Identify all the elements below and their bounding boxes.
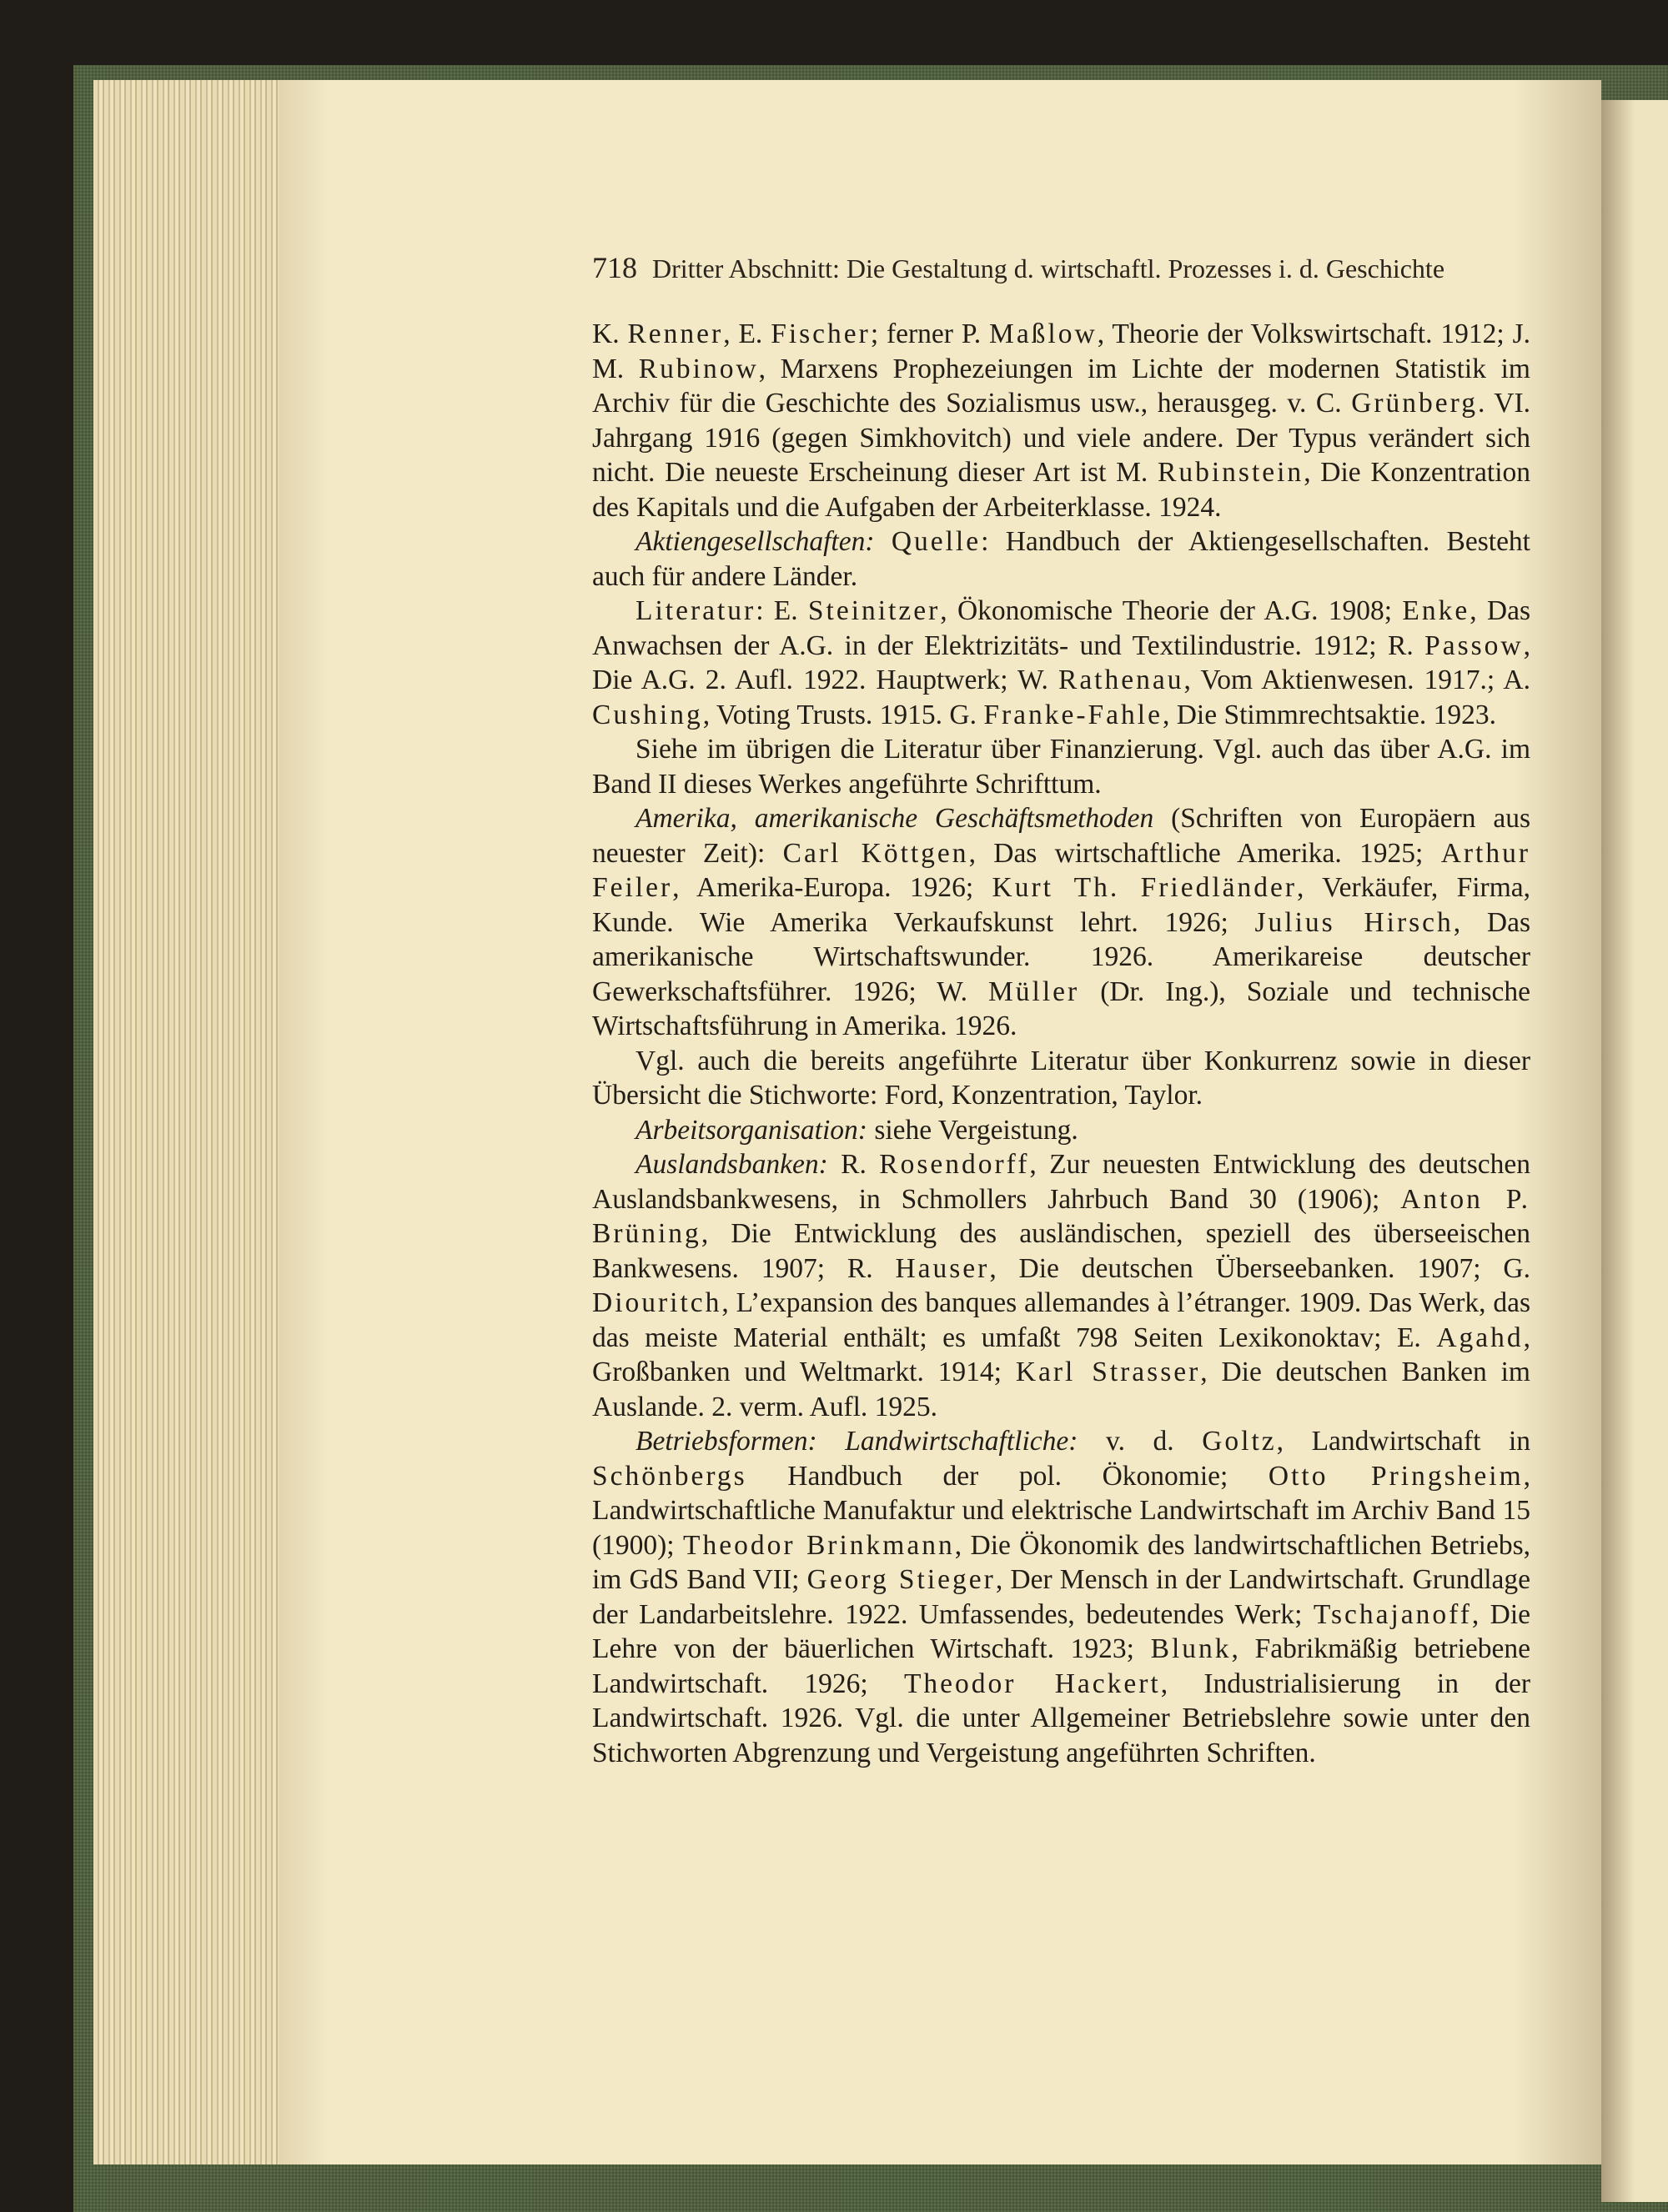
text-run: , Die Konzentration des Kapitals und die Aufgaben der Arbeiterklasse. 1924.	[592, 457, 1530, 523]
author-name: Rubinstein	[1158, 457, 1304, 488]
author-name: Cushing	[592, 699, 703, 730]
author-name: Passow	[1424, 629, 1524, 661]
author-name: Julius Hirsch	[1254, 906, 1454, 938]
author-name: Schönbergs	[592, 1460, 747, 1492]
author-name: Renner	[627, 319, 724, 349]
text-run: , Der Mensch in der Landwirtschaft. Grundlage der Landarbeitslehre. 1922. Umfassendes, bedeutendes Werk;	[592, 1564, 1530, 1630]
text-run: , Die deutschen Überseebanken. 1907; G.	[989, 1252, 1530, 1284]
text-run: ; ferner P.	[870, 319, 990, 349]
author-name: Literatur	[636, 595, 756, 626]
text-run: , Fabrikmäßig betriebene Landwirtschaft. 1926;	[592, 1633, 1530, 1699]
author-name: Georg Stieger	[806, 1564, 996, 1595]
text-run: , Industrialisierung in der Landwirtschaft. 1926. Vgl. die unter Allgemeiner Betriebslehre sowie unter den Stichworten Abgrenzung und Vergeistung angeführten Schriften.	[592, 1668, 1530, 1768]
author-name: Arthur Feiler	[592, 837, 1530, 903]
text-run: Vgl. auch die bereits angeführte Literatur über Konkurrenz sowie in dieser Übersicht die Stichworte: Ford, Konzentration, Taylor.	[592, 1045, 1530, 1111]
author-name: Grünberg	[1351, 388, 1478, 419]
author-name: Anton P. Brüning	[592, 1183, 1530, 1249]
text-run: siehe Vergeistung.	[867, 1114, 1078, 1146]
author-name: Otto Pringsheim	[1268, 1460, 1524, 1492]
author-name: Tschajanoff	[1313, 1598, 1472, 1630]
text-run: , Die A.G. 2. Aufl. 1922. Hauptwerk; W.	[592, 629, 1530, 695]
text-run: , Das amerikanische Wirtschaftswunder. 1926. Amerikareise deutscher Gewerkschaftsführer. 1926; W.	[592, 906, 1530, 1007]
entry-heading: Betriebsformen: Landwirtschaftliche:	[636, 1426, 1078, 1457]
text-run: , Voting Trusts. 1915. G.	[702, 699, 984, 730]
text-run: R.	[827, 1149, 880, 1180]
text-run: , Die deutschen Banken im Auslande. 2. verm. Aufl. 1925.	[592, 1357, 1530, 1422]
paragraph-p7	[592, 1113, 1530, 1148]
page-number: 718	[592, 251, 637, 284]
author-name: Müller	[988, 976, 1080, 1007]
paragraph-p3	[592, 594, 1530, 732]
entry-heading: Auslandsbanken:	[636, 1149, 828, 1180]
author-name: Blunk	[1150, 1633, 1232, 1664]
text-run: , Ökonomische Theorie der A.G. 1908;	[940, 595, 1403, 626]
text-run: , Das wirtschaftliche Amerika. 1925;	[968, 837, 1441, 869]
stacked-page-edges	[93, 80, 287, 2164]
text-run: , Landwirtschaftliche Manufaktur und elektrische Landwirtschaft im Archiv Band 15 (1900);	[592, 1460, 1530, 1561]
facing-page-edge	[1601, 100, 1668, 2202]
text-run: , Vom Aktienwesen. 1917.; A.	[1183, 665, 1530, 695]
text-run: (Schriften von Europäern aus neuester Zeit):	[592, 803, 1530, 869]
paragraph-p6	[592, 1044, 1530, 1113]
entry-heading: Aktiengesellschaften:	[636, 526, 875, 557]
author-name: Franke-Fahle	[983, 699, 1163, 730]
author-name: Steinitzer	[807, 595, 941, 626]
text-run: , Theorie der Volkswirtschaft. 1912; J. M.	[592, 319, 1530, 384]
author-name: Quelle	[891, 526, 982, 557]
running-header	[592, 250, 1530, 285]
paragraph-p4	[592, 732, 1530, 801]
text-run: : Handbuch der Aktiengesellschaften. Besteht auch für andere Länder.	[592, 526, 1530, 592]
author-name: Rathenau	[1058, 665, 1184, 695]
paragraph-p1	[592, 317, 1530, 524]
author-name: Rosendorff	[879, 1149, 1030, 1180]
text-run: , Die Ökonomik des landwirtschaftlichen Betriebs, im GdS Band VII;	[592, 1529, 1531, 1595]
text-run: , Landwirtschaft in	[1276, 1426, 1531, 1457]
text-run: . VI. Jahrgang 1916 (gegen Simkhovitch) und viele andere. Der Typus verändert sich nicht. Die neueste Erscheinung dieser Art ist M.	[592, 388, 1530, 488]
entry-heading: Arbeitsorganisation:	[636, 1114, 867, 1146]
author-name: Carl Köttgen	[782, 837, 969, 869]
text-run: , Die Entwicklung des ausländischen, speziell des überseeischen Bankwesens. 1907; R.	[592, 1218, 1530, 1284]
text-run	[875, 526, 892, 557]
text-run: , L’expansion des banques allemandes à l’étranger. 1909. Das Werk, das das meiste Material enthält; es umfaßt 798 Seiten Lexikonoktav; E.	[592, 1287, 1530, 1353]
text-run: , Marxens Prophezeiungen im Lichte der modernen Statistik im Archiv für die Geschichte des Sozialismus usw., herausgeg. v. C.	[592, 353, 1530, 419]
text-run: , Die Lehre von der bäuerlichen Wirtschaft. 1923;	[592, 1598, 1530, 1664]
author-name: Maßlow	[989, 319, 1098, 349]
running-title: Dritter Abschnitt: Die Gestaltung d. wirtschaftl. Prozesses i. d. Geschichte	[652, 253, 1445, 283]
author-name: Theodor Hackert	[903, 1668, 1161, 1699]
author-name: Karl Strasser	[1015, 1357, 1201, 1387]
text-run: , Großbanken und Weltmarkt. 1914;	[592, 1322, 1530, 1387]
text-run: (Dr. Ing.), Soziale und technische Wirtschaftsführung in Amerika. 1926.	[592, 976, 1530, 1041]
author-name: Diouritch	[592, 1287, 722, 1318]
author-name: Enke	[1402, 595, 1470, 626]
text-run: , Das Anwachsen der A.G. in der Elektrizitäts- und Textilindustrie. 1912; R.	[592, 595, 1530, 661]
author-name: Rubinow	[638, 353, 759, 384]
text-run: : E.	[756, 595, 808, 626]
text-run: , E.	[723, 319, 771, 349]
paragraph-p9	[592, 1424, 1530, 1770]
author-name: Agahd	[1436, 1322, 1524, 1353]
bibliography-text	[592, 317, 1530, 1770]
author-name: Theodor Brinkmann	[683, 1529, 955, 1561]
author-name: Kurt Th. Friedländer	[992, 872, 1298, 903]
text-run: , Zur neuesten Entwicklung des deutschen Auslandsbankwesens, in Schmollers Jahrbuch Band 30 (1906);	[592, 1149, 1530, 1215]
author-name: Fischer	[771, 319, 871, 349]
author-name: Goltz	[1202, 1426, 1277, 1457]
entry-heading: Amerika, amerikanische Geschäftsmethoden	[636, 803, 1154, 834]
text-run: , Die Stimmrechtsaktie. 1923.	[1162, 699, 1497, 730]
text-run: v. d.	[1078, 1426, 1203, 1457]
text-run: , Amerika-Europa. 1926;	[672, 872, 992, 903]
text-run: , Verkäufer, Firma, Kunde. Wie Amerika Verkaufskunst lehrt. 1926;	[592, 872, 1530, 938]
text-run: K.	[592, 319, 628, 349]
paragraph-p5	[592, 801, 1530, 1044]
paragraph-p2	[592, 524, 1530, 594]
paragraph-p8	[592, 1147, 1530, 1424]
text-run: Handbuch der pol. Ökonomie;	[746, 1460, 1269, 1492]
text-run: Siehe im übrigen die Literatur über Finanzierung. Vgl. auch das über A.G. im Band II dieses Werkes angeführte Schrifttum.	[592, 734, 1530, 800]
author-name: Hauser	[895, 1252, 990, 1284]
